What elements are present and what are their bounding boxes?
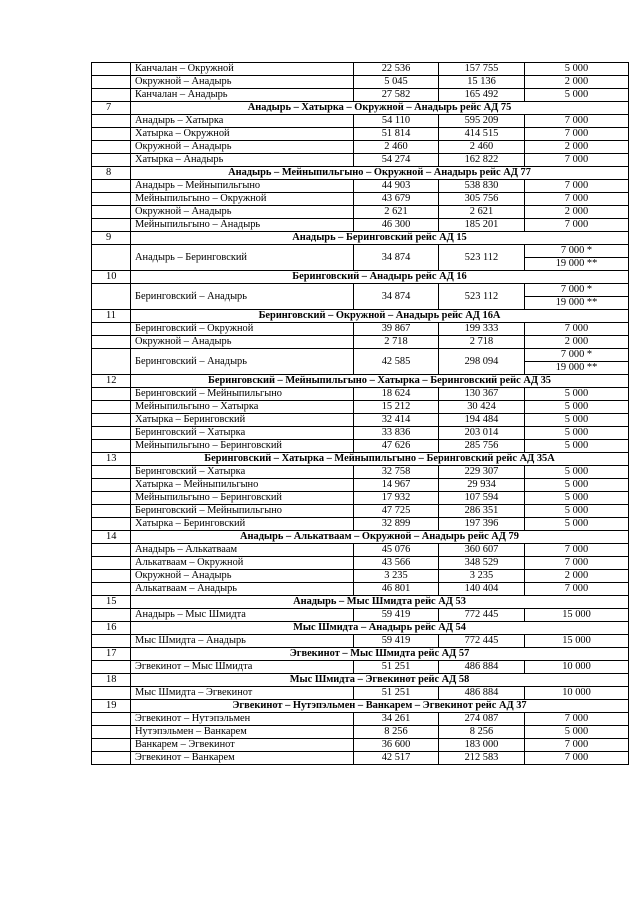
- cost-value: 286 351: [439, 505, 525, 518]
- distance-value: 22 536: [354, 63, 439, 76]
- flight-title: Эгвекинот – Мыс Шмидта рейс АД 57: [131, 648, 629, 661]
- distance-value: 42 585: [354, 349, 439, 375]
- row-index-cell: [92, 440, 131, 453]
- fare-value: 5 000: [525, 63, 629, 76]
- route-name: Окружной – Анадырь: [131, 336, 354, 349]
- flight-title: Анадырь – Мейныпильгыно – Окружной – Анадырь рейс АД 77: [131, 167, 629, 180]
- distance-value: 39 867: [354, 323, 439, 336]
- route-name: Окружной – Анадырь: [131, 206, 354, 219]
- cost-value: 538 830: [439, 180, 525, 193]
- fare-value: 5 000: [525, 427, 629, 440]
- distance-value: 47 626: [354, 440, 439, 453]
- cost-value: 229 307: [439, 466, 525, 479]
- route-name: Окружной – Анадырь: [131, 570, 354, 583]
- route-name: Мейныпильгыно – Беринговский: [131, 492, 354, 505]
- route-name: Мейныпильгыно – Анадырь: [131, 219, 354, 232]
- route-name: Эгвекинот – Ванкарем: [131, 752, 354, 765]
- distance-value: 47 725: [354, 505, 439, 518]
- row-index-cell: [92, 713, 131, 726]
- row-index-cell: [92, 193, 131, 206]
- table-row: [92, 544, 629, 557]
- fares-table-body: [92, 63, 629, 765]
- distance-value: 42 517: [354, 752, 439, 765]
- cost-value: 8 256: [439, 726, 525, 739]
- fare-value: 7 000: [525, 713, 629, 726]
- row-index-cell: [92, 154, 131, 167]
- fare-value: 7 000 *: [525, 284, 629, 297]
- row-index-cell: [92, 349, 131, 375]
- flight-number: 18: [92, 674, 131, 687]
- fare-value: 7 000: [525, 739, 629, 752]
- table-row: [92, 427, 629, 440]
- flight-title: Мыс Шмидта – Эгвекинот рейс АД 58: [131, 674, 629, 687]
- table-row: [92, 193, 629, 206]
- distance-value: 46 801: [354, 583, 439, 596]
- cost-value: 107 594: [439, 492, 525, 505]
- route-name: Анадырь – Хатырка: [131, 115, 354, 128]
- route-name: Беринговский – Окружной: [131, 323, 354, 336]
- cost-value: 772 445: [439, 609, 525, 622]
- fare-value: 7 000: [525, 544, 629, 557]
- distance-value: 34 874: [354, 284, 439, 310]
- route-name: Окружной – Анадырь: [131, 141, 354, 154]
- table-row: [92, 219, 629, 232]
- fare-value: 5 000: [525, 518, 629, 531]
- route-name: Мейныпильгыно – Беринговский: [131, 440, 354, 453]
- fare-value: 7 000: [525, 583, 629, 596]
- route-name: Беринговский – Хатырка: [131, 427, 354, 440]
- distance-value: 43 566: [354, 557, 439, 570]
- fare-value: 19 000 **: [525, 297, 629, 310]
- flight-number: 10: [92, 271, 131, 284]
- flight-header-row: [92, 232, 629, 245]
- route-name: Беринговский – Мейныпильгыно: [131, 388, 354, 401]
- row-index-cell: [92, 336, 131, 349]
- flight-title: Беринговский – Мейныпильгыно – Хатырка – Беринговский рейс АД 35: [131, 375, 629, 388]
- table-row: [92, 557, 629, 570]
- flight-number: 8: [92, 167, 131, 180]
- row-index-cell: [92, 115, 131, 128]
- fare-value: 7 000: [525, 180, 629, 193]
- cost-value: 2 621: [439, 206, 525, 219]
- route-name: Алькатваам – Окружной: [131, 557, 354, 570]
- distance-value: 45 076: [354, 544, 439, 557]
- route-name: Беринговский – Анадырь: [131, 349, 354, 375]
- row-index-cell: [92, 219, 131, 232]
- route-name: Ванкарем – Эгвекинот: [131, 739, 354, 752]
- route-name: Окружной – Анадырь: [131, 76, 354, 89]
- route-name: Канчалан – Анадырь: [131, 89, 354, 102]
- distance-value: 54 274: [354, 154, 439, 167]
- cost-value: 185 201: [439, 219, 525, 232]
- route-name: Анадырь – Мейныпильгыно: [131, 180, 354, 193]
- fare-value: 7 000: [525, 752, 629, 765]
- flight-header-row: [92, 700, 629, 713]
- cost-value: 305 756: [439, 193, 525, 206]
- row-index-cell: [92, 609, 131, 622]
- distance-value: 43 679: [354, 193, 439, 206]
- cost-value: 486 884: [439, 687, 525, 700]
- route-name: Нутэпэльмен – Ванкарем: [131, 726, 354, 739]
- flight-header-row: [92, 167, 629, 180]
- table-row: [92, 726, 629, 739]
- flight-title: Беринговский – Окружной – Анадырь рейс АД 16А: [131, 310, 629, 323]
- row-index-cell: [92, 726, 131, 739]
- route-name: Беринговский – Анадырь: [131, 284, 354, 310]
- cost-value: 162 822: [439, 154, 525, 167]
- flight-header-row: [92, 102, 629, 115]
- table-row: [92, 401, 629, 414]
- row-index-cell: [92, 687, 131, 700]
- table-row: [92, 63, 629, 76]
- fare-value: 2 000: [525, 141, 629, 154]
- flight-number: 7: [92, 102, 131, 115]
- fare-value: 19 000 **: [525, 362, 629, 375]
- distance-value: 2 460: [354, 141, 439, 154]
- route-name: Эгвекинот – Нутэпэльмен: [131, 713, 354, 726]
- cost-value: 486 884: [439, 661, 525, 674]
- fare-value: 7 000: [525, 219, 629, 232]
- table-row: [92, 128, 629, 141]
- row-index-cell: [92, 427, 131, 440]
- row-index-cell: [92, 661, 131, 674]
- row-index-cell: [92, 570, 131, 583]
- distance-value: 54 110: [354, 115, 439, 128]
- route-name: Хатырка – Мейныпильгыно: [131, 479, 354, 492]
- table-row: [92, 661, 629, 674]
- route-name: Хатырка – Анадырь: [131, 154, 354, 167]
- cost-value: 165 492: [439, 89, 525, 102]
- flight-title: Анадырь – Беринговский рейс АД 15: [131, 232, 629, 245]
- distance-value: 51 251: [354, 661, 439, 674]
- route-name: Мыс Шмидта – Анадырь: [131, 635, 354, 648]
- fare-value: 5 000: [525, 466, 629, 479]
- distance-value: 2 718: [354, 336, 439, 349]
- cost-value: 523 112: [439, 245, 525, 271]
- distance-value: 34 261: [354, 713, 439, 726]
- route-name: Анадырь – Мыс Шмидта: [131, 609, 354, 622]
- row-index-cell: [92, 401, 131, 414]
- fare-value: 7 000: [525, 193, 629, 206]
- cost-value: 197 396: [439, 518, 525, 531]
- fare-value: 15 000: [525, 635, 629, 648]
- flight-title: Эгвекинот – Нутэпэльмен – Ванкарем – Эгвекинот рейс АД 37: [131, 700, 629, 713]
- flight-number: 12: [92, 375, 131, 388]
- flight-number: 14: [92, 531, 131, 544]
- table-row: [92, 570, 629, 583]
- route-name: Анадырь – Беринговский: [131, 245, 354, 271]
- row-index-cell: [92, 284, 131, 310]
- flight-title: Анадырь – Алькатваам – Окружной – Анадырь рейс АД 79: [131, 531, 629, 544]
- fare-value: 7 000 *: [525, 349, 629, 362]
- distance-value: 36 600: [354, 739, 439, 752]
- fare-value: 5 000: [525, 440, 629, 453]
- table-row: [92, 440, 629, 453]
- route-name: Хатырка – Беринговский: [131, 518, 354, 531]
- row-index-cell: [92, 206, 131, 219]
- cost-value: 414 515: [439, 128, 525, 141]
- fare-value: 5 000: [525, 492, 629, 505]
- route-name: Анадырь – Алькатваам: [131, 544, 354, 557]
- distance-value: 15 212: [354, 401, 439, 414]
- table-row: [92, 115, 629, 128]
- fare-value: 5 000: [525, 726, 629, 739]
- distance-value: 46 300: [354, 219, 439, 232]
- row-index-cell: [92, 505, 131, 518]
- flight-number: 15: [92, 596, 131, 609]
- cost-value: 183 000: [439, 739, 525, 752]
- distance-value: 59 419: [354, 635, 439, 648]
- route-name: Беринговский – Мейныпильгыно: [131, 505, 354, 518]
- table-row: [92, 505, 629, 518]
- fare-value: 10 000: [525, 687, 629, 700]
- distance-value: 17 932: [354, 492, 439, 505]
- route-name: Канчалан – Окружной: [131, 63, 354, 76]
- distance-value: 59 419: [354, 609, 439, 622]
- row-index-cell: [92, 739, 131, 752]
- distance-value: 5 045: [354, 76, 439, 89]
- row-index-cell: [92, 63, 131, 76]
- cost-value: 2 718: [439, 336, 525, 349]
- row-index-cell: [92, 388, 131, 401]
- cost-value: 194 484: [439, 414, 525, 427]
- distance-value: 14 967: [354, 479, 439, 492]
- fare-value: 7 000: [525, 557, 629, 570]
- row-index-cell: [92, 479, 131, 492]
- cost-value: 298 094: [439, 349, 525, 375]
- fare-value: 7 000 *: [525, 245, 629, 258]
- cost-value: 274 087: [439, 713, 525, 726]
- distance-value: 32 414: [354, 414, 439, 427]
- row-index-cell: [92, 635, 131, 648]
- distance-value: 32 899: [354, 518, 439, 531]
- table-row: [92, 479, 629, 492]
- table-row: [92, 414, 629, 427]
- flight-number: 17: [92, 648, 131, 661]
- table-row: [92, 518, 629, 531]
- cost-value: 157 755: [439, 63, 525, 76]
- fare-value: 5 000: [525, 388, 629, 401]
- table-row: [92, 284, 629, 297]
- cost-value: 772 445: [439, 635, 525, 648]
- row-index-cell: [92, 414, 131, 427]
- flight-header-row: [92, 596, 629, 609]
- table-row: [92, 323, 629, 336]
- table-row: [92, 466, 629, 479]
- table-row: [92, 141, 629, 154]
- row-index-cell: [92, 89, 131, 102]
- route-name: Хатырка – Беринговский: [131, 414, 354, 427]
- flight-header-row: [92, 648, 629, 661]
- table-row: [92, 180, 629, 193]
- cost-value: 360 607: [439, 544, 525, 557]
- fare-value: 5 000: [525, 401, 629, 414]
- table-row: [92, 713, 629, 726]
- fare-value: 7 000: [525, 115, 629, 128]
- cost-value: 2 460: [439, 141, 525, 154]
- fare-value: 5 000: [525, 89, 629, 102]
- distance-value: 3 235: [354, 570, 439, 583]
- cost-value: 29 934: [439, 479, 525, 492]
- fare-value: 5 000: [525, 505, 629, 518]
- cost-value: 3 235: [439, 570, 525, 583]
- row-index-cell: [92, 583, 131, 596]
- fare-value: 2 000: [525, 206, 629, 219]
- row-index-cell: [92, 492, 131, 505]
- table-row: [92, 76, 629, 89]
- distance-value: 34 874: [354, 245, 439, 271]
- flight-title: Анадырь – Мыс Шмидта рейс АД 53: [131, 596, 629, 609]
- row-index-cell: [92, 245, 131, 271]
- flight-header-row: [92, 674, 629, 687]
- table-row: [92, 687, 629, 700]
- route-name: Хатырка – Окружной: [131, 128, 354, 141]
- fares-table: [91, 62, 629, 765]
- cost-value: 140 404: [439, 583, 525, 596]
- table-row: [92, 336, 629, 349]
- route-name: Мейныпильгыно – Хатырка: [131, 401, 354, 414]
- table-row: [92, 388, 629, 401]
- flight-header-row: [92, 310, 629, 323]
- distance-value: 33 836: [354, 427, 439, 440]
- table-row: [92, 154, 629, 167]
- flight-header-row: [92, 271, 629, 284]
- distance-value: 32 758: [354, 466, 439, 479]
- table-row: [92, 752, 629, 765]
- row-index-cell: [92, 557, 131, 570]
- table-row: [92, 349, 629, 362]
- table-row: [92, 492, 629, 505]
- fare-value: 15 000: [525, 609, 629, 622]
- flight-header-row: [92, 622, 629, 635]
- route-name: Мейныпильгыно – Окружной: [131, 193, 354, 206]
- table-row: [92, 739, 629, 752]
- row-index-cell: [92, 752, 131, 765]
- flight-header-row: [92, 453, 629, 466]
- row-index-cell: [92, 323, 131, 336]
- row-index-cell: [92, 544, 131, 557]
- distance-value: 8 256: [354, 726, 439, 739]
- fare-value: 10 000: [525, 661, 629, 674]
- fare-value: 2 000: [525, 336, 629, 349]
- fare-value: 7 000: [525, 128, 629, 141]
- row-index-cell: [92, 128, 131, 141]
- row-index-cell: [92, 76, 131, 89]
- flight-number: 16: [92, 622, 131, 635]
- fare-value: 5 000: [525, 479, 629, 492]
- distance-value: 51 251: [354, 687, 439, 700]
- cost-value: 212 583: [439, 752, 525, 765]
- route-name: Мыс Шмидта – Эгвекинот: [131, 687, 354, 700]
- route-name: Беринговский – Хатырка: [131, 466, 354, 479]
- distance-value: 44 903: [354, 180, 439, 193]
- fare-value: 7 000: [525, 154, 629, 167]
- row-index-cell: [92, 466, 131, 479]
- distance-value: 51 814: [354, 128, 439, 141]
- distance-value: 2 621: [354, 206, 439, 219]
- fare-value: 2 000: [525, 76, 629, 89]
- cost-value: 199 333: [439, 323, 525, 336]
- fare-value: 2 000: [525, 570, 629, 583]
- cost-value: 523 112: [439, 284, 525, 310]
- cost-value: 30 424: [439, 401, 525, 414]
- fare-value: 19 000 **: [525, 258, 629, 271]
- fare-value: 7 000: [525, 323, 629, 336]
- flight-number: 19: [92, 700, 131, 713]
- table-row: [92, 583, 629, 596]
- table-row: [92, 609, 629, 622]
- row-index-cell: [92, 180, 131, 193]
- cost-value: 348 529: [439, 557, 525, 570]
- route-name: Эгвекинот – Мыс Шмидта: [131, 661, 354, 674]
- distance-value: 27 582: [354, 89, 439, 102]
- flight-header-row: [92, 531, 629, 544]
- cost-value: 285 756: [439, 440, 525, 453]
- cost-value: 130 367: [439, 388, 525, 401]
- row-index-cell: [92, 141, 131, 154]
- flight-number: 13: [92, 453, 131, 466]
- flight-header-row: [92, 375, 629, 388]
- fare-value: 5 000: [525, 414, 629, 427]
- flight-title: Беринговский – Анадырь рейс АД 16: [131, 271, 629, 284]
- flight-title: Беринговский – Хатырка – Мейныпильгыно – Беринговский рейс АД 35А: [131, 453, 629, 466]
- flight-number: 11: [92, 310, 131, 323]
- cost-value: 203 014: [439, 427, 525, 440]
- table-row: [92, 206, 629, 219]
- row-index-cell: [92, 518, 131, 531]
- table-row: [92, 89, 629, 102]
- table-row: [92, 245, 629, 258]
- flight-title: Анадырь – Хатырка – Окружной – Анадырь рейс АД 75: [131, 102, 629, 115]
- distance-value: 18 624: [354, 388, 439, 401]
- cost-value: 595 209: [439, 115, 525, 128]
- table-row: [92, 635, 629, 648]
- cost-value: 15 136: [439, 76, 525, 89]
- route-name: Алькатваам – Анадырь: [131, 583, 354, 596]
- flight-title: Мыс Шмидта – Анадырь рейс АД 54: [131, 622, 629, 635]
- flight-number: 9: [92, 232, 131, 245]
